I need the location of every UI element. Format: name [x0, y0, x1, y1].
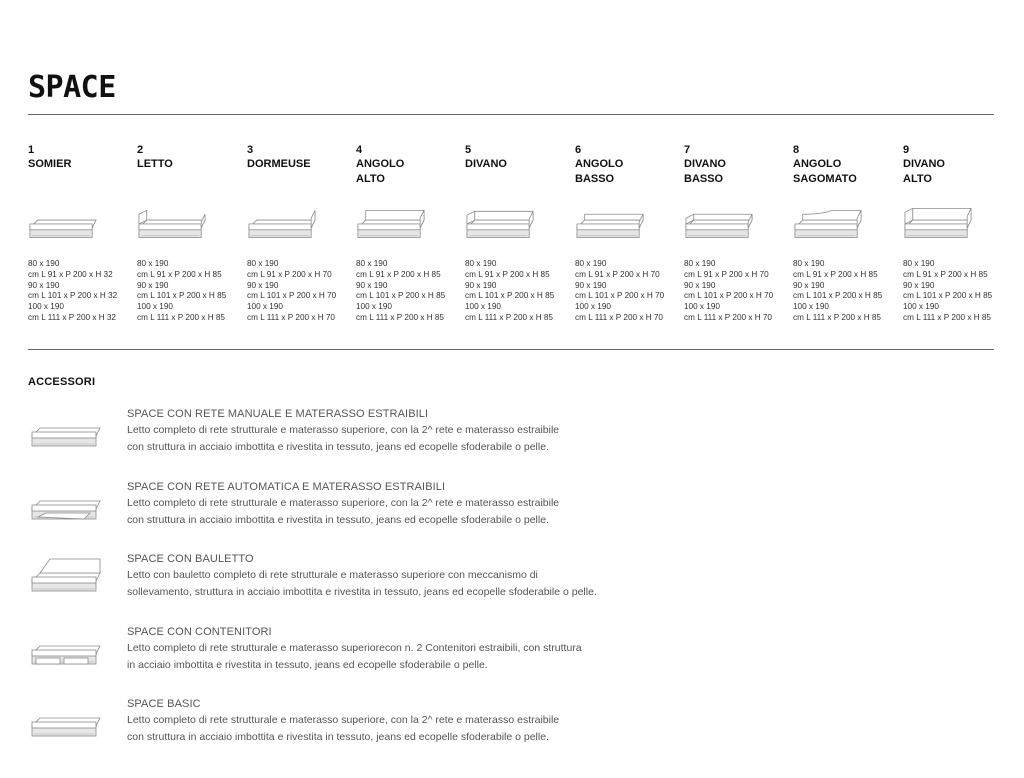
automatic-trundle-bed-icon — [30, 485, 102, 521]
dimension-line: cm L 91 x P 200 x H 85 — [793, 269, 878, 279]
model-column — [793, 143, 901, 322]
dimension-line: 90 x 190 — [28, 280, 60, 290]
dimension-line: cm L 111 x P 200 x H 85 — [465, 312, 553, 322]
model-number: 5 — [465, 144, 472, 156]
dimension-line: cm L 101 x P 200 x H 32 — [28, 291, 118, 301]
accessory-item — [28, 406, 648, 466]
accessory-heading: SPACE CON RETE MANUALE E MATERASSO ESTRAIBILI — [127, 408, 429, 420]
dimension-line: cm L 111 x P 200 x H 85 — [137, 312, 225, 322]
model-column — [356, 143, 464, 322]
dimension-line: cm L 91 x P 200 x H 70 — [247, 269, 332, 279]
page-title: SPACE — [28, 70, 116, 105]
dimension-line: 80 x 190 — [465, 259, 497, 268]
dimension-line: cm L 101 x P 200 x H 85 — [356, 291, 446, 301]
dimension-line: 100 x 190 — [356, 302, 392, 312]
angolo-alto-bed-icon — [356, 203, 426, 241]
dimension-line: 90 x 190 — [137, 280, 169, 290]
somier-bed-icon — [28, 203, 98, 241]
dimension-line: 100 x 190 — [465, 302, 501, 312]
model-number: 4 — [356, 144, 363, 156]
accessory-description: Letto completo di rete strutturale e materasso superiorecon n. 2 Contenitori estraibili, con struttura — [127, 642, 582, 654]
dimension-line: cm L 111 x P 200 x H 85 — [356, 312, 444, 322]
accessory-heading: SPACE BASIC — [127, 698, 201, 710]
dormeuse-bed-icon — [247, 203, 317, 241]
dimension-line: 90 x 190 — [684, 280, 716, 290]
dimension-line: 100 x 190 — [903, 302, 939, 312]
manual-trundle-bed-icon — [30, 412, 102, 448]
model-dimensions — [247, 259, 355, 324]
model-number: 2 — [137, 144, 144, 156]
dimension-line: cm L 111 x P 200 x H 85 — [903, 312, 991, 322]
model-column — [28, 143, 136, 322]
accessory-item — [28, 696, 648, 756]
accessory-description: sollevamento, struttura in acciaio imbottita e rivestita in tessuto, jeans ed ecopelle sfoderabile o pelle. — [127, 586, 597, 598]
dimension-line: 80 x 190 — [28, 259, 60, 268]
model-column — [903, 143, 1011, 322]
accessory-description: con struttura in acciaio imbottita e rivestita in tessuto, jeans ed ecopelle sfoderabile o pelle. — [127, 514, 549, 526]
dimension-line: 80 x 190 — [247, 259, 279, 268]
accessory-description: in acciaio imbottita e rivestita in tessuto, jeans ed ecopelle sfoderabile o pelle. — [127, 659, 488, 671]
accessory-description: Letto completo di rete strutturale e materasso superiore, con la 2^ rete e materasso estraibile — [127, 714, 560, 726]
dimension-line: 100 x 190 — [684, 302, 720, 312]
model-name: DIVANO — [903, 158, 945, 170]
dimension-line: 90 x 190 — [356, 280, 388, 290]
model-name: BASSO — [684, 173, 724, 185]
dimension-line: 80 x 190 — [356, 259, 388, 268]
model-number: 6 — [575, 144, 582, 156]
model-column — [247, 143, 355, 322]
model-name: ALTO — [903, 173, 932, 185]
model-number: 1 — [28, 144, 35, 156]
accessory-item — [28, 551, 648, 611]
dimension-line: 90 x 190 — [793, 280, 825, 290]
dimension-line: cm L 101 x P 200 x H 85 — [903, 291, 993, 301]
basic-bed-icon — [30, 702, 102, 738]
dimension-line: cm L 111 x P 200 x H 70 — [247, 312, 335, 322]
dimension-line: 90 x 190 — [903, 280, 935, 290]
dimension-line: cm L 91 x P 200 x H 70 — [575, 269, 660, 279]
accessory-heading: SPACE CON RETE AUTOMATICA E MATERASSO ESTRAIBILI — [127, 481, 446, 493]
model-dimensions — [903, 259, 1011, 324]
divano-alto-bed-icon — [903, 203, 973, 241]
accessory-description: Letto con bauletto completo di rete strutturale e materasso superiore con meccanismo di — [127, 569, 538, 581]
model-dimensions — [684, 259, 792, 324]
dimension-line: 100 x 190 — [28, 302, 64, 312]
model-column — [684, 143, 792, 322]
dimension-line: 80 x 190 — [793, 259, 825, 268]
accessory-description: Letto completo di rete strutturale e materasso superiore, con la 2^ rete e materasso estraibile — [127, 497, 560, 509]
model-name: DIVANO — [684, 158, 726, 170]
model-name: SOMIER — [28, 158, 72, 170]
model-name: SAGOMATO — [793, 173, 857, 185]
model-number: 3 — [247, 144, 254, 156]
model-dimensions — [793, 259, 901, 324]
accessory-heading: SPACE CON CONTENITORI — [127, 626, 272, 638]
model-name: ALTO — [356, 173, 385, 185]
model-name: DIVANO — [465, 158, 507, 170]
dimension-line: 100 x 190 — [247, 302, 283, 312]
dimension-line: cm L 101 x P 200 x H 85 — [465, 291, 555, 301]
angolo-sagomato-bed-icon — [793, 203, 863, 241]
dimension-line: 80 x 190 — [137, 259, 169, 268]
dimension-line: cm L 91 x P 200 x H 70 — [684, 269, 769, 279]
accessory-item — [28, 479, 648, 539]
model-name: LETTO — [137, 158, 173, 170]
drawer-bed-icon — [30, 630, 102, 666]
model-number: 8 — [793, 144, 800, 156]
dimension-line: 80 x 190 — [684, 259, 716, 268]
divano-basso-bed-icon — [684, 203, 754, 241]
dimension-line: cm L 101 x P 200 x H 85 — [793, 291, 883, 301]
model-number: 7 — [684, 144, 691, 156]
dimension-line: cm L 101 x P 200 x H 70 — [575, 291, 665, 301]
dimension-line: cm L 101 x P 200 x H 85 — [137, 291, 227, 301]
dimension-line: 90 x 190 — [575, 280, 607, 290]
dimension-line: 100 x 190 — [575, 302, 611, 312]
dimension-line: cm L 101 x P 200 x H 70 — [684, 291, 774, 301]
model-dimensions — [465, 259, 573, 324]
dimension-line: 80 x 190 — [903, 259, 935, 268]
dimension-line: cm L 91 x P 200 x H 85 — [356, 269, 441, 279]
divano-bed-icon — [465, 203, 535, 241]
model-column — [465, 143, 573, 322]
accessory-heading: SPACE CON BAULETTO — [127, 553, 254, 565]
accessory-description: con struttura in acciaio imbottita e rivestita in tessuto, jeans ed ecopelle sfoderabile o pelle. — [127, 441, 549, 453]
letto-bed-icon — [137, 203, 207, 241]
dimension-line: cm L 111 x P 200 x H 70 — [575, 312, 663, 322]
model-dimensions — [137, 259, 245, 324]
dimension-line: 80 x 190 — [575, 259, 607, 268]
dimension-line: cm L 111 x P 200 x H 70 — [684, 312, 772, 322]
accessories-title: ACCESSORI — [28, 376, 96, 388]
angolo-basso-bed-icon — [575, 203, 645, 241]
accessory-description: con struttura in acciaio imbottita e rivestita in tessuto, jeans ed ecopelle sfoderabile o pelle. — [127, 731, 549, 743]
model-number: 9 — [903, 144, 910, 156]
model-column — [137, 143, 245, 322]
model-column — [575, 143, 683, 322]
model-dimensions — [356, 259, 464, 324]
dimension-line: cm L 101 x P 200 x H 70 — [247, 291, 337, 301]
dimension-line: cm L 91 x P 200 x H 32 — [28, 269, 113, 279]
model-name: BASSO — [575, 173, 615, 185]
model-name: ANGOLO — [793, 158, 842, 170]
accessory-description: Letto completo di rete strutturale e materasso superiore, con la 2^ rete e materasso estraibile — [127, 424, 560, 436]
dimension-line: 100 x 190 — [137, 302, 173, 312]
dimension-line: 90 x 190 — [465, 280, 497, 290]
storage-lift-bed-icon — [30, 557, 102, 593]
model-name: ANGOLO — [356, 158, 405, 170]
top-divider — [28, 114, 994, 115]
accessory-item — [28, 624, 648, 684]
model-dimensions — [28, 259, 136, 324]
model-name: ANGOLO — [575, 158, 624, 170]
dimension-line: cm L 111 x P 200 x H 32 — [28, 312, 116, 322]
dimension-line: 90 x 190 — [247, 280, 279, 290]
dimension-line: cm L 111 x P 200 x H 85 — [793, 312, 881, 322]
dimension-line: cm L 91 x P 200 x H 85 — [465, 269, 550, 279]
model-dimensions — [575, 259, 683, 324]
dimension-line: 100 x 190 — [793, 302, 829, 312]
dimension-line: cm L 91 x P 200 x H 85 — [903, 269, 988, 279]
section-divider — [28, 349, 994, 350]
model-name: DORMEUSE — [247, 158, 311, 170]
dimension-line: cm L 91 x P 200 x H 85 — [137, 269, 222, 279]
